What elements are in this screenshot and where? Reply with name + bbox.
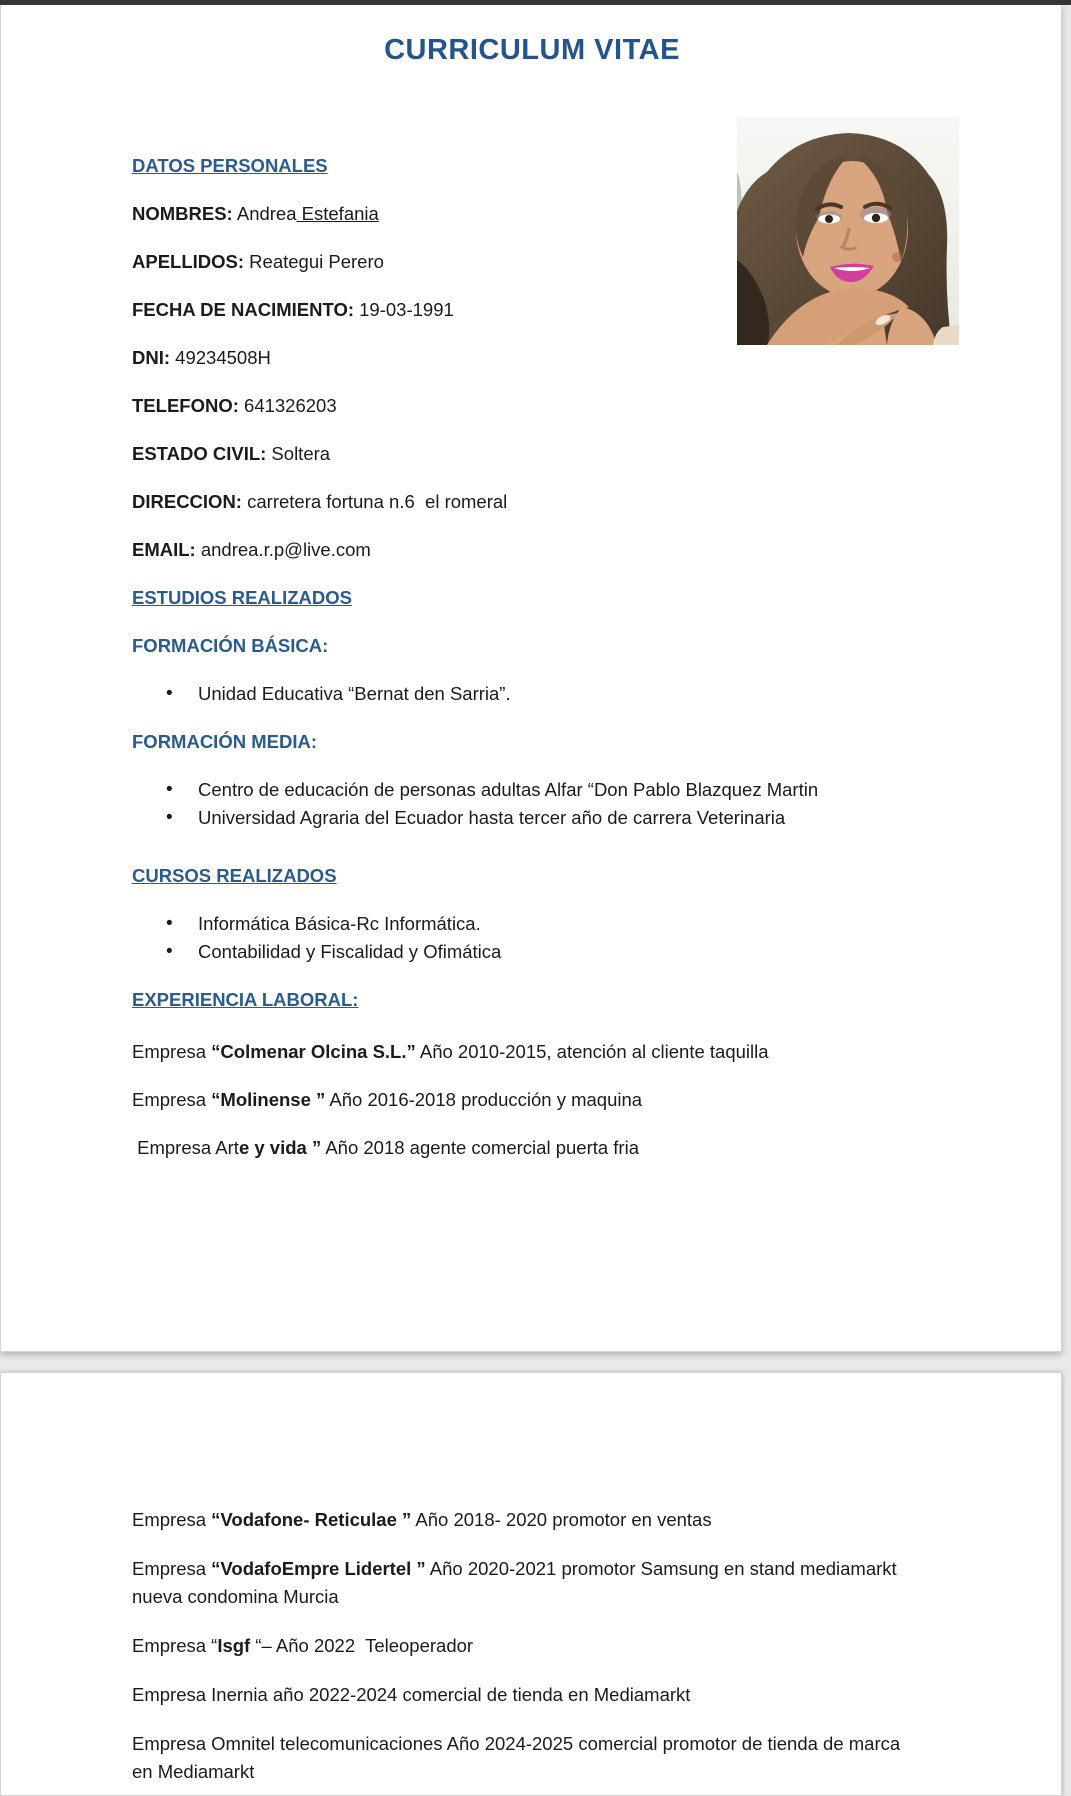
section-heading-experiencia-laboral: EXPERIENCIA LABORAL: <box>132 989 359 1010</box>
field-label: DIRECCION: <box>132 491 242 512</box>
cursos-list <box>132 910 933 966</box>
field-label: APELLIDOS: <box>132 251 245 272</box>
section-heading-estudios-realizados: ESTUDIOS REALIZADOS <box>132 587 352 608</box>
field-label: TELEFONO: <box>132 395 239 416</box>
list-item: • Unidad Educativa “Bernat den Sarria”. <box>132 680 933 708</box>
entry-company: “Colmenar Olcina S.L.” <box>211 1041 416 1062</box>
entry-text: Empresa Art <box>132 1137 239 1158</box>
field-telefono <box>132 392 1061 420</box>
entry-company: “Vodafone- Reticulae ” <box>211 1509 412 1530</box>
entry-company: “Molinense ” <box>211 1089 326 1110</box>
field-label: FECHA DE NACIMIENTO: <box>132 299 354 320</box>
experience-entry <box>132 1681 904 1709</box>
entry-text: Año 2020-2021 promotor Samsung en stand mediamarkt nueva condomina Murcia <box>132 1558 902 1607</box>
list-item: • Contabilidad y Fiscalidad y Ofimática <box>132 938 933 966</box>
field-label: DNI: <box>132 347 171 368</box>
field-value: Reategui Perero <box>244 251 384 272</box>
field-label: NOMBRES: <box>132 203 233 224</box>
entry-text: Empresa <box>132 1041 212 1062</box>
experience-entry <box>132 1134 942 1162</box>
section-heading-datos-personales: DATOS PERSONALES <box>132 155 328 176</box>
field-value: carretera fortuna n.6 el romeral <box>241 491 508 512</box>
field-value: Andrea <box>232 203 297 224</box>
field-value: andrea.r.p@live.com <box>195 539 371 560</box>
experience-entry <box>132 1038 942 1066</box>
section-heading-cursos-realizados: CURSOS REALIZADOS <box>132 865 337 886</box>
entry-text: Empresa <box>132 1509 212 1530</box>
list-item: • Centro de educación de personas adultas Alfar “Don Pablo Blazquez Martin <box>132 776 933 804</box>
field-estado-civil <box>132 440 1061 468</box>
field-value: 49234508H <box>170 347 271 368</box>
entry-text: Empresa <box>132 1089 212 1110</box>
field-email <box>132 536 1061 564</box>
entry-company: e y vida ” <box>238 1137 322 1158</box>
document-page-2 <box>0 1372 1062 1796</box>
field-label: ESTADO CIVIL: <box>132 443 267 464</box>
viewer-top-bar <box>0 0 1071 5</box>
entry-text: Empresa Omnitel telecomunicaciones Año 2024-2025 comercial promotor de tienda de marca en Mediamarkt <box>132 1733 911 1782</box>
field-value: Soltera <box>266 443 331 464</box>
experience-entry <box>132 1555 904 1611</box>
field-value: 19-03-1991 <box>354 299 454 320</box>
field-value-underlined: Estefania <box>296 203 379 224</box>
entry-text: “– Año 2022 Teleoperador <box>250 1635 474 1656</box>
document-page-1 <box>0 5 1062 1352</box>
entry-text: Año 2010-2015, atención al cliente taquilla <box>415 1041 769 1062</box>
entry-text: Año 2018- 2020 promotor en ventas <box>411 1509 712 1530</box>
experience-entry <box>132 1506 904 1534</box>
subsection-heading-formacion-basica: FORMACIÓN BÁSICA: <box>132 635 329 656</box>
entry-company: Isgf <box>217 1635 251 1656</box>
entry-company: “VodafoEmpre Lidertel ” <box>211 1558 426 1579</box>
entry-text: Empresa “ <box>132 1635 218 1656</box>
experience-entry <box>132 1086 942 1114</box>
experience-entry <box>132 1632 904 1660</box>
document-title: CURRICULUM VITAE <box>384 34 680 66</box>
entry-text: Empresa <box>132 1558 212 1579</box>
formacion-basica-list <box>132 680 933 708</box>
field-label: EMAIL: <box>132 539 196 560</box>
field-direccion <box>132 488 1061 516</box>
subsection-heading-formacion-media: FORMACIÓN MEDIA: <box>132 731 317 752</box>
field-value: 641326203 <box>238 395 337 416</box>
entry-text: Año 2016-2018 producción y maquina <box>325 1089 643 1110</box>
profile-photo-illustration <box>737 117 959 345</box>
entry-text: Año 2018 agente comercial puerta fria <box>321 1137 639 1158</box>
field-dni <box>132 344 1061 372</box>
entry-text: Empresa Inernia año 2022-2024 comercial de tienda en Mediamarkt <box>132 1684 691 1705</box>
experience-entry <box>132 1730 911 1786</box>
list-item: • Universidad Agraria del Ecuador hasta tercer año de carrera Veterinaria <box>132 804 933 832</box>
formacion-media-list <box>132 776 933 832</box>
profile-photo <box>737 117 959 345</box>
list-item: • Informática Básica-Rc Informática. <box>132 910 933 938</box>
